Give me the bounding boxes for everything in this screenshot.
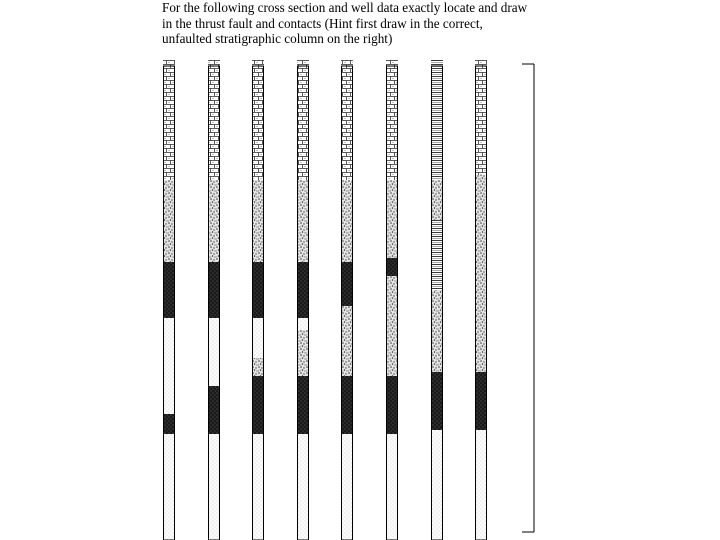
lithology-dark-shale [208, 262, 220, 318]
well-column-8 [475, 60, 487, 540]
lithology-light-siltstone [475, 430, 487, 540]
well-column-4 [297, 60, 309, 540]
lithology-horizontal-bedded [431, 60, 443, 180]
lithology-coarse-sandstone [386, 180, 398, 258]
lithology-dark-shale [297, 262, 309, 318]
well-column-3 [252, 60, 264, 540]
lithology-coarse-sandstone [475, 175, 487, 372]
lithology-coarse-sandstone [252, 180, 264, 262]
lithology-dark-shale [386, 258, 398, 276]
lithology-dark-shale [341, 262, 353, 306]
lithology-coarse-sandstone [341, 306, 353, 376]
lithology-light-siltstone [297, 318, 309, 330]
lithology-dark-shale [252, 376, 264, 434]
well-column-6 [386, 60, 398, 540]
lithology-limestone-brick [341, 60, 353, 180]
instruction-line-1: For the following cross section and well data exactly locate and draw [162, 0, 528, 15]
lithology-limestone-brick [475, 60, 487, 175]
lithology-dark-shale [163, 262, 175, 318]
lithology-dark-shale [297, 376, 309, 434]
lithology-dark-shale [475, 372, 487, 430]
lithology-coarse-sandstone [386, 276, 398, 376]
instruction-line-3: unfaulted stratigraphic column on the right) [162, 31, 393, 47]
wells [163, 60, 487, 540]
well-column-2 [208, 60, 220, 540]
lithology-dark-shale [341, 376, 353, 434]
lithology-dark-shale [163, 414, 175, 434]
lithology-light-siltstone [252, 434, 264, 540]
lithology-light-siltstone [208, 318, 220, 386]
lithology-limestone-brick [252, 60, 264, 180]
lithology-dark-shale [431, 372, 443, 430]
lithology-light-siltstone [297, 434, 309, 540]
well-column-5 [341, 60, 353, 540]
lithology-light-siltstone [163, 318, 175, 414]
lithology-light-siltstone [386, 434, 398, 540]
lithology-coarse-sandstone [431, 290, 443, 372]
lithology-light-siltstone [341, 434, 353, 540]
lithology-coarse-sandstone [431, 180, 443, 220]
lithology-coarse-sandstone [252, 358, 264, 376]
lithology-coarse-sandstone [297, 330, 309, 376]
lithology-light-siltstone [163, 434, 175, 540]
lithology-light-siltstone [208, 434, 220, 540]
lithology-dark-shale [252, 262, 264, 318]
lithology-coarse-sandstone [297, 180, 309, 262]
lithology-light-siltstone [431, 430, 443, 540]
well-column-1 [163, 60, 175, 540]
instruction-line-2: in the thrust fault and contacts (Hint first draw in the correct, [162, 15, 483, 31]
lithology-coarse-sandstone [163, 180, 175, 262]
lithology-dark-shale [386, 376, 398, 434]
lithology-horizontal-bedded [431, 220, 443, 290]
lithology-limestone-brick [208, 60, 220, 180]
lithology-limestone-brick [386, 60, 398, 180]
lithology-light-siltstone [252, 318, 264, 358]
lithology-coarse-sandstone [208, 180, 220, 262]
lithology-limestone-brick [297, 60, 309, 180]
answer-column-bracket [522, 64, 534, 532]
well-column-7 [431, 60, 443, 540]
lithology-limestone-brick [163, 60, 175, 180]
lithology-dark-shale [208, 386, 220, 434]
lithology-coarse-sandstone [341, 180, 353, 262]
